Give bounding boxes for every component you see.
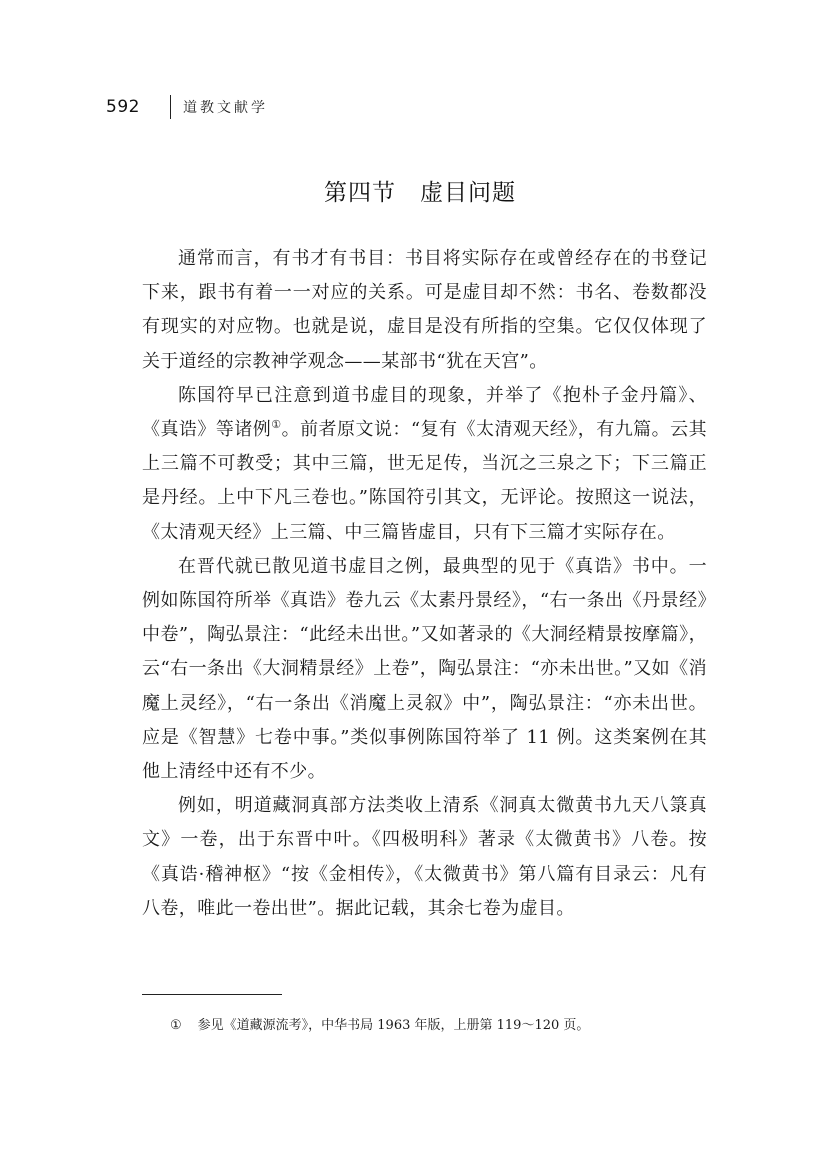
body-text bbox=[142, 242, 707, 926]
header-divider bbox=[170, 95, 171, 119]
running-book-title: 道教文献学 bbox=[182, 100, 268, 116]
paragraph-1: 通常而言，有书才有书目：书目将实际存在或曾经存在的书登记下来，跟书有着一一对应的关系。可是虚目却不然：书名、卷数都没有现实的对应物。也就是说，虚目是没有所指的空集。它仅仅体现了关于道经的宗教神学观念——某部书“犹在天宫”。 bbox=[142, 248, 707, 372]
paragraph-3: 在晋代就已散见道书虚目之例，最典型的见于《真诰》书中。一例如陈国符所举《真诰》卷九云《太素丹景经》，“右一条出《丹景经》中卷”，陶弘景注：“此经未出世。”又如著录的《大洞经精景按摩篇》，云“右一条出《大洞精景经》上卷”，陶弘景注：“亦未出世。”又如《消魔上灵经》，“右一条出《消魔上灵叙》中”，陶弘景注：“亦未出世。应是《智慧》七卷中事。”类似事例陈国符举了 11 例。这类案例在其他上清经中还有不少。 bbox=[142, 555, 707, 783]
paragraph-2-text-after: 。前者原文说：“复有《太清观天经》，有九篇。云其上三篇不可教受；其中三篇，世无足传，当沉之三泉之下；下三篇正是丹经。上中下凡三卷也。”陈国符引其文，无评论。按照这一说法，《太清观天经》上三篇、中三篇皆虚目，只有下三篇才实际存在。 bbox=[142, 419, 707, 543]
paragraph-2-text-before: 陈国符早已注意到道书虚目的现象，并举了《抱朴子金丹篇》、《真诰》等诸例 bbox=[142, 384, 707, 441]
footnote-marker: ① bbox=[170, 1018, 182, 1033]
section-title: 第四节 虚目问题 bbox=[324, 180, 516, 206]
page-number: 592 bbox=[106, 97, 140, 117]
footnote-divider bbox=[142, 994, 282, 995]
footnote-reference: ① bbox=[271, 418, 282, 432]
running-head bbox=[106, 94, 268, 120]
footnote-text: 参见《道藏源流考》，中华书局 1963 年版，上册第 119～120 页。 bbox=[197, 1018, 590, 1033]
footnote bbox=[170, 1016, 710, 1036]
paragraph-2 bbox=[142, 379, 707, 550]
paragraph-4: 例如，明道藏洞真部方法类收上清系《洞真太微黄书九天八箓真文》一卷，出于东晋中叶。《四极明科》著录《太微黄书》八卷。按《真诰·稽神枢》“按《金相传》，《太微黄书》第八篇有目录云：凡有八卷，唯此一卷出世”。据此记载，其余七卷为虚目。 bbox=[142, 795, 707, 919]
